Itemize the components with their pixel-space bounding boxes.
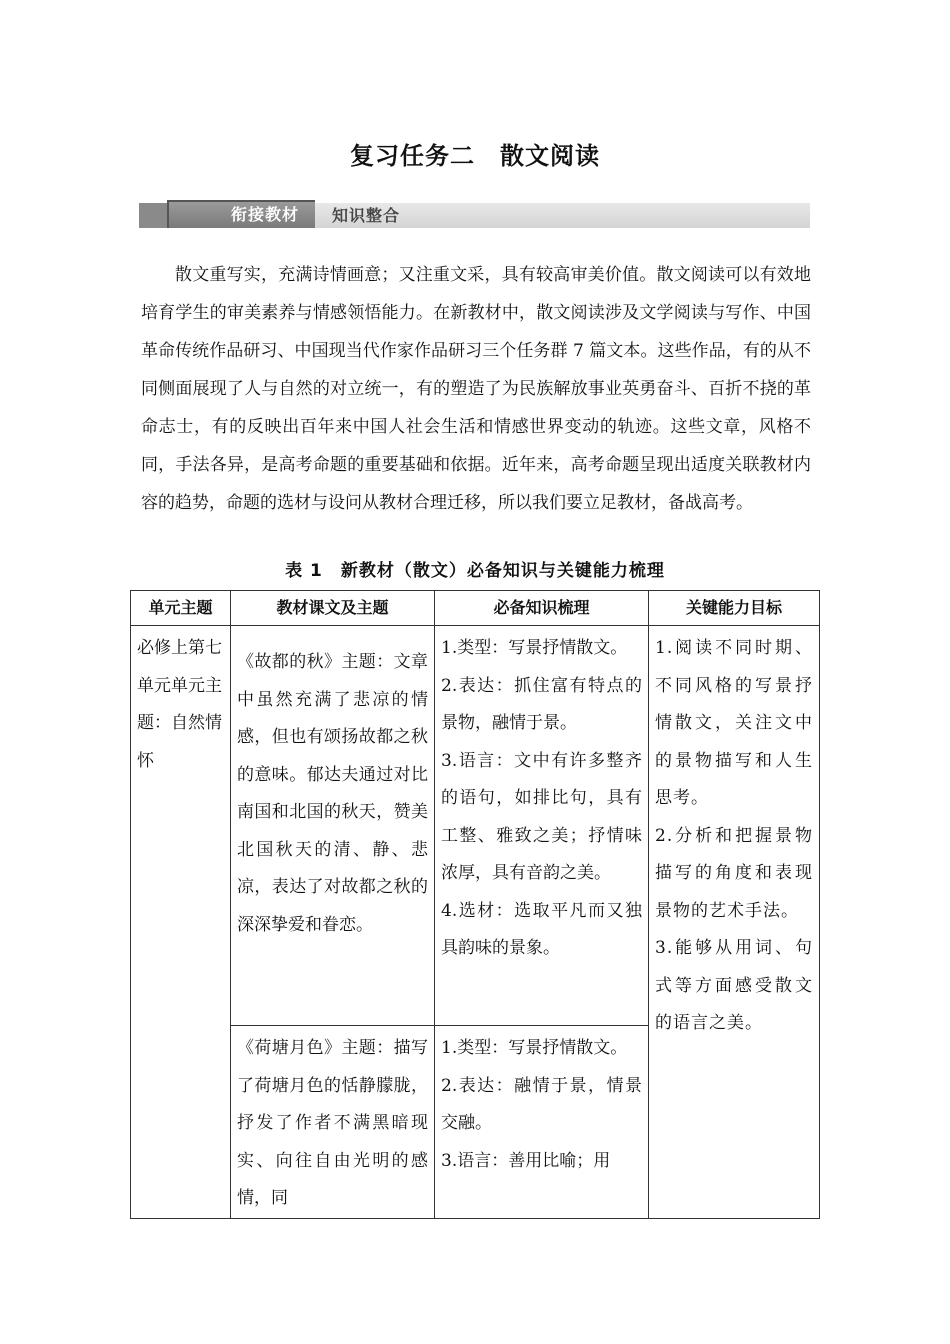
banner-tab-label: 衔接教材 (167, 200, 315, 228)
intro-paragraph: 散文重写实，充满诗情画意；又注重文采，具有较高审美价值。散文阅读可以有效地培育学生的审美素养与情感领悟能力。在新教材中，散文阅读涉及文学阅读与写作、中国革命传统作品研习、中国现当代作家作品研习三个任务群 7 篇文本。这些作品，有的从不同侧面展现了人与自然的对立统一，有的塑造了为民族解放事业英勇奋斗、百折不挠的革命志士，有的反映出百年来中国人社会生活和情感世界变动的轨迹。这些文章，风格不同，手法各异，是高考命题的重要基础和依据。近年来，高考命题呈现出适度关联教材内容的趋势，命题的选材与设问从教材合理迁移，所以我们要立足教材，备战高考。 (141, 265, 811, 513)
banner-sub-label: 知识整合 (332, 206, 401, 225)
banner-accent (139, 203, 167, 228)
table-row (131, 626, 820, 1026)
page-title: 复习任务二 散文阅读 (350, 142, 600, 170)
text-theme-text: 《荷塘月色》主题：描写了荷塘月色的恬静朦胧，抒发了作者不满黑暗现实、向往自由光明的感情，同 (237, 1038, 428, 1208)
knowledge-cell (435, 1026, 649, 1219)
knowledge-text: 1.类型：写景抒情散文。 2.表达：融情于景，情景交融。 3.语言：善用比喻；用 (441, 1038, 642, 1171)
ability-text: 1.阅读不同时期、不同风格的写景抒情散文，关注文中的景物描写和人生思考。 2.分析和把握景物描写的角度和表现景物的艺术手法。 3.能够从用词、句式等方面感受散文的语言之美。 (655, 638, 813, 1033)
knowledge-table (130, 590, 820, 1219)
header-text-theme: 教材课文及主题 (231, 591, 435, 626)
section-banner (139, 200, 810, 231)
text-theme-cell (231, 626, 435, 1026)
unit-theme-cell (131, 626, 231, 1219)
header-unit-theme: 单元主题 (131, 591, 231, 626)
table-caption: 表 1 新教材（散文）必备知识与关键能力梳理 (285, 561, 665, 581)
ability-cell (649, 626, 820, 1219)
header-knowledge: 必备知识梳理 (435, 591, 649, 626)
header-ability: 关键能力目标 (649, 591, 820, 626)
text-theme-text: 《故都的秋》主题：文章中虽然充满了悲凉的情感，但也有颂扬故都之秋的意味。郁达夫通过对比南国和北国的秋天，赞美北国秋天的清、静、悲凉，表达了对故都之秋的深深挚爱和眷恋。 (237, 652, 428, 935)
knowledge-cell (435, 626, 649, 1026)
knowledge-text: 1.类型：写景抒情散文。 2.表达：抓住富有特点的景物，融情于景。 3.语言：文中有许多整齐的语句，如排比句，具有工整、雅致之美；抒情味浓厚，具有音韵之美。 4.选材：选取平凡而又独具韵味的景象。 (441, 638, 642, 958)
text-theme-cell (231, 1026, 435, 1219)
unit-theme-text: 必修上第七单元单元主题：自然情怀 (137, 638, 222, 771)
table-header-row (131, 591, 820, 626)
